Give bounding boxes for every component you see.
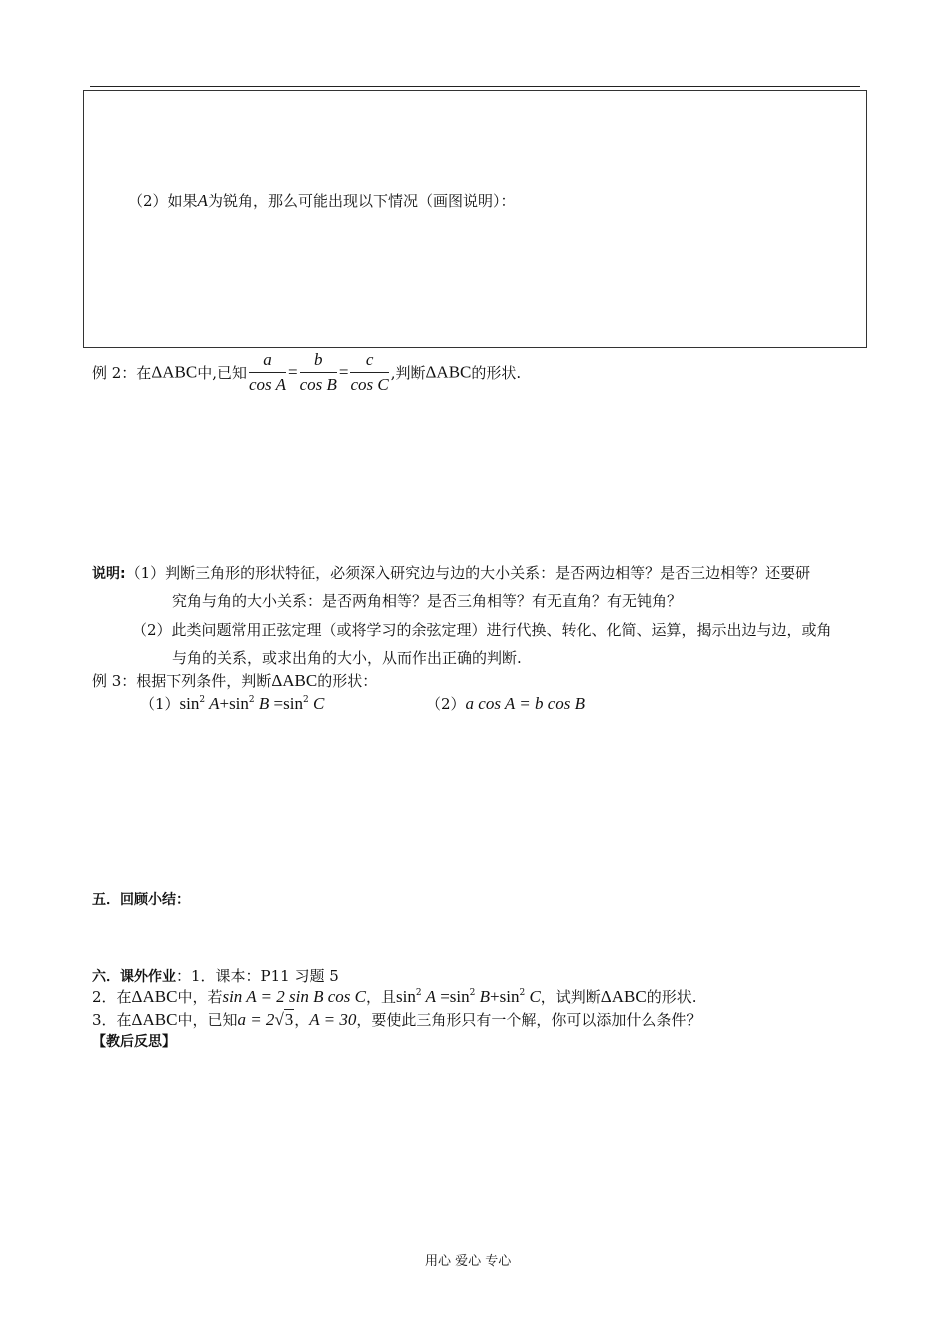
example-3-tail: 的形状： xyxy=(317,672,378,690)
q2-square-3: 2 xyxy=(519,988,526,998)
var-A: A xyxy=(209,694,220,713)
condition-2-expr: a cos A = b cos B xyxy=(465,694,585,713)
square-1: 2 xyxy=(199,695,206,705)
plus: + xyxy=(219,694,230,713)
example-2-triangle: ΔABC xyxy=(151,362,198,382)
sqrt-icon: √ xyxy=(274,1010,284,1029)
note-label: 说明: xyxy=(92,566,126,582)
example-2-triangle-2: ΔABC xyxy=(425,362,472,382)
fraction-b-num: b xyxy=(300,350,337,373)
q2-prefix: 2．在 xyxy=(92,988,132,1006)
q3-side-a: a = 2 xyxy=(237,1010,275,1029)
q2-sin-3: sin xyxy=(499,987,520,1006)
var-B: B xyxy=(258,694,270,713)
box-item-2-var: A xyxy=(197,191,208,210)
section-6-title: 六．课外作业 xyxy=(92,969,176,985)
box-item-2 xyxy=(128,190,515,211)
q2-triangle: ΔABC xyxy=(131,987,178,1006)
q2-judge: ，试判断 xyxy=(540,988,601,1006)
note-p1a: （1）判断三角形的形状特征，必须深入研究边与边的大小关系：是否两边相等？是否三边相等？还要研 xyxy=(125,564,811,582)
question-3 xyxy=(92,1009,701,1030)
q3-tail: ，要使此三角形只有一个解，你可以添加什么条件？ xyxy=(356,1011,702,1029)
q2-var-C: C xyxy=(529,987,541,1006)
fraction-c xyxy=(350,350,388,395)
square-2: 2 xyxy=(248,695,255,705)
note-p2b: 与角的关系，或求出角的大小，从而作出正确的判断. xyxy=(172,649,522,667)
q3-sep: ， xyxy=(294,1011,310,1029)
note-line-1 xyxy=(92,562,810,583)
q2-var-A: A xyxy=(425,987,436,1006)
q2-sin-2: sin xyxy=(449,987,470,1006)
q2-tail: 的形状. xyxy=(646,988,697,1006)
fraction-b xyxy=(300,350,337,395)
example-3 xyxy=(92,670,377,691)
example-3-label: 例 3：根据下列条件，判断 xyxy=(92,672,272,690)
equals-2: = xyxy=(338,362,349,382)
example-2 xyxy=(92,350,521,395)
example-2-tail: 的形状. xyxy=(471,364,522,382)
fraction-a-num: a xyxy=(249,350,286,373)
example-3-condition-1 xyxy=(140,693,324,714)
q3-root: 3 xyxy=(284,1010,294,1029)
fraction-a xyxy=(249,350,286,395)
question-2 xyxy=(92,986,696,1007)
sin-3: sin xyxy=(283,694,303,713)
example-2-judge: ,判断 xyxy=(390,364,426,382)
note-p2a: （2）此类问题常用正弦定理（或将学习的余弦定理）进行代换、转化、化简、运算，揭示出边与边，或角 xyxy=(132,621,832,639)
box-item-2-text: 为锐角，那么可能出现以下情况（画图说明）： xyxy=(207,192,516,210)
condition-1-label: （1） xyxy=(140,695,180,713)
var-C: C xyxy=(312,694,325,713)
q2-equation-1: sin A = 2 sin B cos C xyxy=(222,987,367,1006)
q3-prefix: 3．在 xyxy=(92,1011,132,1029)
square-3: 2 xyxy=(302,695,309,705)
q3-triangle: ΔABC xyxy=(131,1010,178,1029)
section-5-title: 五．回顾小结： xyxy=(92,892,190,908)
q2-square-1: 2 xyxy=(415,988,422,998)
note-p1b: 究角与角的大小关系：是否两角相等？是否三角相等？有无直角？有无钝角？ xyxy=(172,592,683,610)
example-3-triangle: ΔABC xyxy=(271,671,318,690)
header-rule xyxy=(90,86,860,87)
q2-sin-1: sin xyxy=(396,987,416,1006)
fraction-c-den: cos C xyxy=(350,375,389,394)
q2-and: ，且 xyxy=(366,988,397,1006)
fraction-c-num: c xyxy=(350,350,388,373)
q2-text: 中，若 xyxy=(177,988,223,1006)
fraction-b-den: cos B xyxy=(299,375,337,394)
page-footer: 用心 爱心 专心 xyxy=(425,1254,512,1269)
drawing-box xyxy=(83,90,867,348)
sin-1: sin xyxy=(179,694,200,713)
section-6-homework: ：1．课本：P11 习题 5 xyxy=(176,967,339,985)
q3-angle-A: A = 30 xyxy=(309,1010,357,1029)
q2-equals: = xyxy=(440,987,450,1006)
q2-triangle-2: ΔABC xyxy=(600,987,647,1006)
condition-2-label: （2） xyxy=(426,695,466,713)
q2-var-B: B xyxy=(479,987,491,1006)
fraction-a-den: cos A xyxy=(248,375,286,394)
q2-square-2: 2 xyxy=(469,988,476,998)
reflection-title: 【教后反思】 xyxy=(92,1034,176,1050)
equals-1: = xyxy=(287,362,298,382)
example-2-text: 中,已知 xyxy=(197,364,247,382)
equals: = xyxy=(273,694,284,713)
example-3-condition-2 xyxy=(426,693,585,714)
example-2-label: 例 2：在 xyxy=(92,364,152,382)
section-6 xyxy=(92,965,339,986)
sin-2: sin xyxy=(229,694,249,713)
q3-text: 中，已知 xyxy=(177,1011,238,1029)
box-item-2-prefix: （2）如果 xyxy=(128,192,198,210)
q2-plus: + xyxy=(490,987,500,1006)
